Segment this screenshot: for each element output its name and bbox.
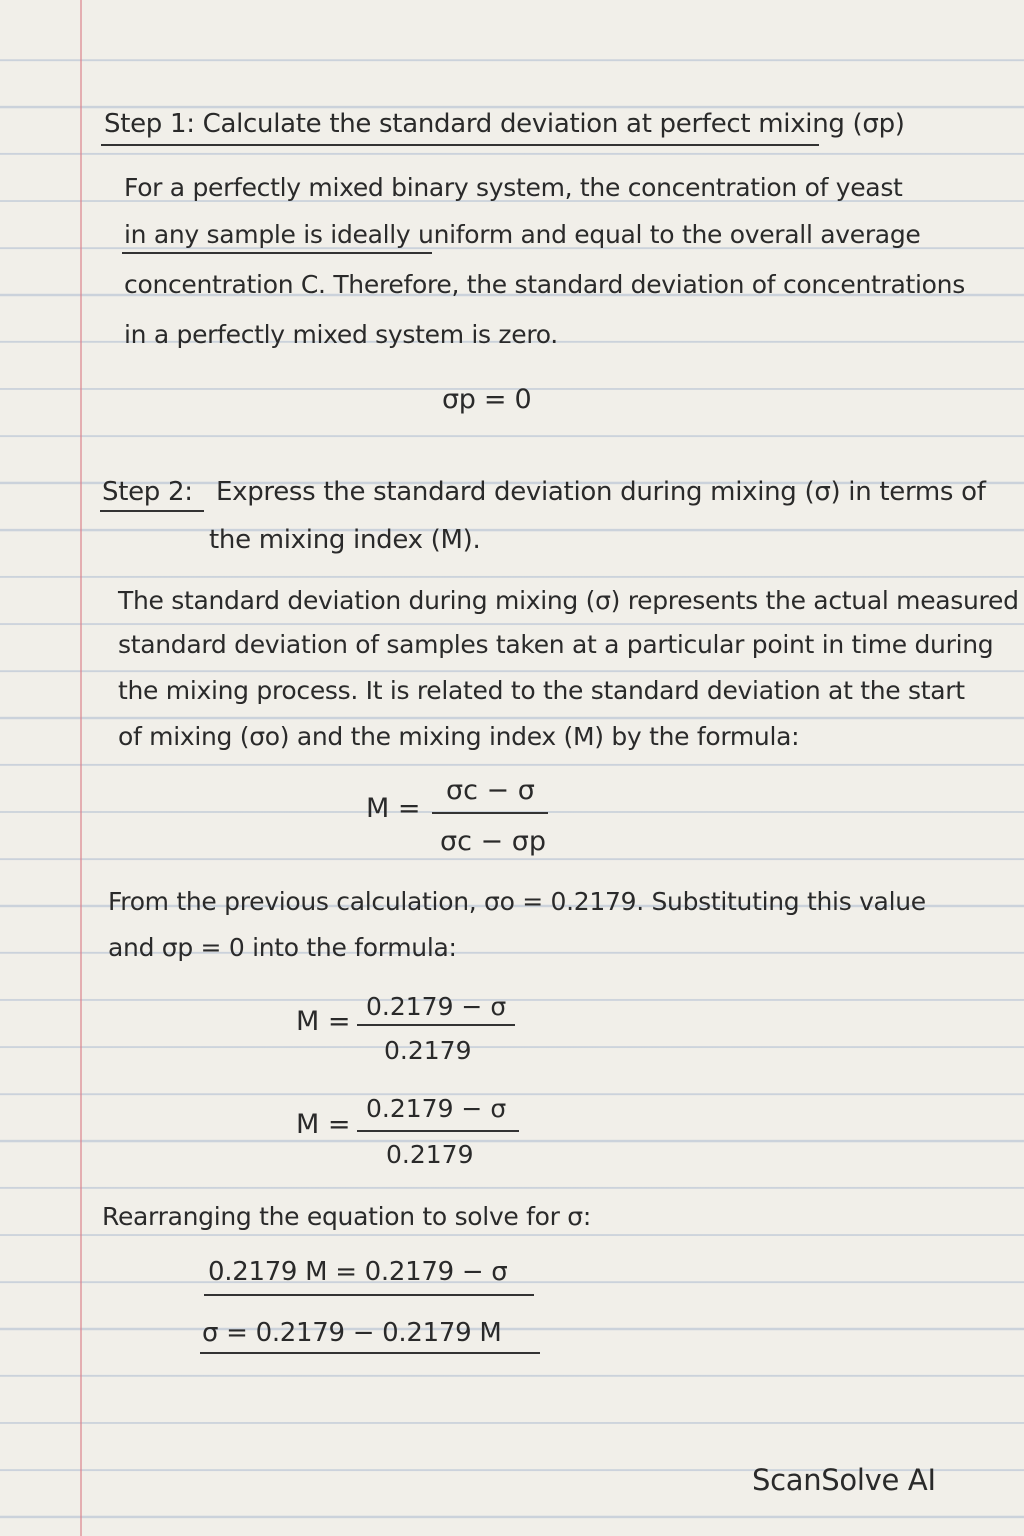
equation-b-denominator: 0.2179 xyxy=(386,1140,474,1169)
rearrange-text: Rearranging the equation to solve for σ: xyxy=(102,1202,591,1231)
step1-line-4: in a perfectly mixed system is zero. xyxy=(124,320,558,349)
step2-heading-text: Express the standard deviation during mixing (σ) in terms of xyxy=(216,477,986,507)
equation-b-fraction-bar xyxy=(357,1130,519,1132)
notebook-margin-line xyxy=(80,0,82,1536)
step1-line-2: in any sample is ideally uniform and equal to the overall average xyxy=(124,220,921,249)
scansolve-watermark: ScanSolve AI xyxy=(752,1463,936,1497)
step2-heading-label: Step 2: xyxy=(102,477,193,507)
equation-b-numerator: 0.2179 − σ xyxy=(366,1094,507,1123)
equation-a-fraction-bar xyxy=(357,1024,515,1026)
rearranged-equation-2-underline xyxy=(200,1352,540,1354)
step1-equation: σp = 0 xyxy=(442,384,532,415)
step2-line-2: standard deviation of samples taken at a particular point in time during xyxy=(118,630,994,659)
step2-heading-cont: the mixing index (M). xyxy=(209,525,481,555)
rearranged-equation-1: 0.2179 M = 0.2179 − σ xyxy=(208,1257,508,1287)
step1-line-2-underline xyxy=(122,252,432,254)
formula-numerator: σc − σ xyxy=(446,775,535,806)
equation-b-lhs: M = xyxy=(296,1109,351,1140)
formula-fraction-bar xyxy=(432,812,548,814)
step1-line-3: concentration C. Therefore, the standard deviation of concentrations xyxy=(124,270,965,299)
rearranged-equation-2: σ = 0.2179 − 0.2179 M xyxy=(202,1318,502,1348)
step1-heading: Step 1: Calculate the standard deviation at perfect mixing (σp) xyxy=(104,109,905,139)
formula-denominator: σc − σp xyxy=(440,826,546,857)
equation-a-lhs: M = xyxy=(296,1006,351,1037)
step1-line-1: For a perfectly mixed binary system, the concentration of yeast xyxy=(124,173,903,202)
formula-lhs: M = xyxy=(366,793,421,824)
step2-heading-underline xyxy=(100,510,204,512)
substitution-line-1: From the previous calculation, σo = 0.2179. Substituting this value xyxy=(108,887,926,916)
equation-a-numerator: 0.2179 − σ xyxy=(366,992,507,1021)
equation-a-denominator: 0.2179 xyxy=(384,1036,472,1065)
substitution-line-2: and σp = 0 into the formula: xyxy=(108,933,457,962)
step2-line-1: The standard deviation during mixing (σ) represents the actual measured xyxy=(118,586,1019,615)
step2-line-4: of mixing (σo) and the mixing index (M) by the formula: xyxy=(118,722,800,751)
rearranged-equation-1-underline xyxy=(204,1294,534,1296)
step1-heading-underline xyxy=(101,144,819,146)
step2-line-3: the mixing process. It is related to the standard deviation at the start xyxy=(118,676,965,705)
